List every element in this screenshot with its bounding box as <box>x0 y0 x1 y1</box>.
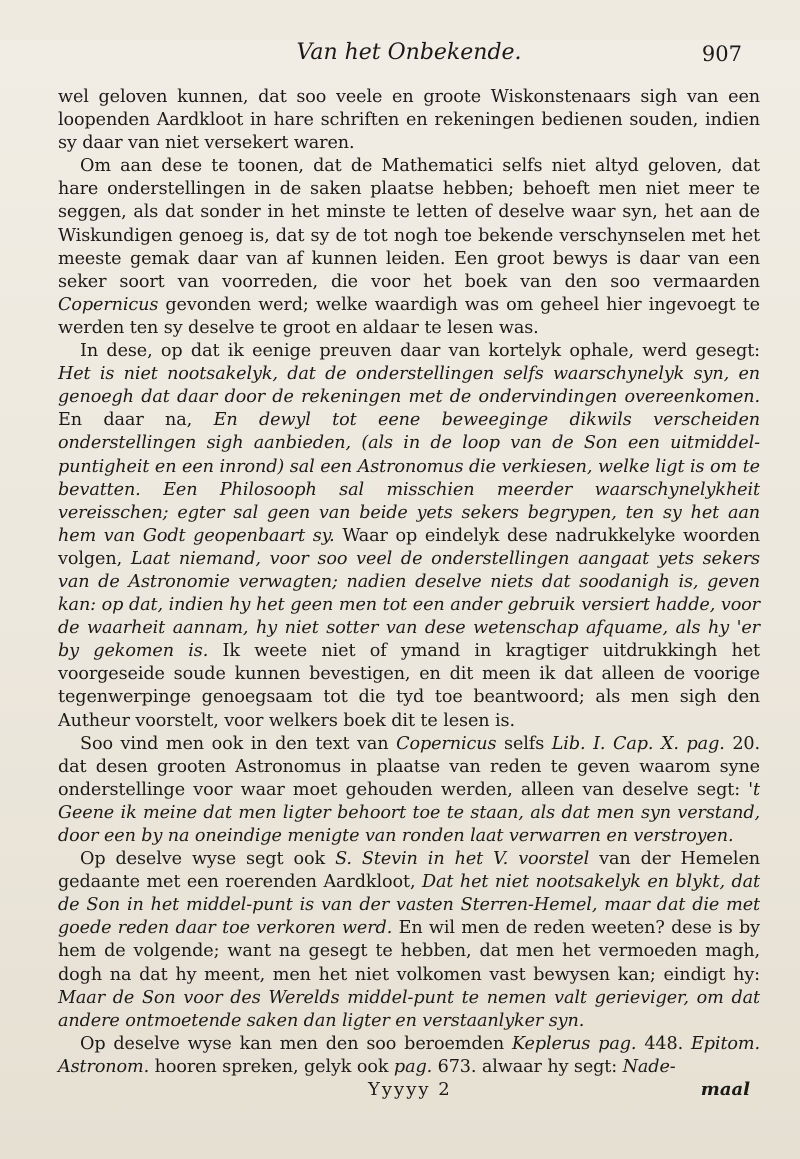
signature-mark: Yyyyy 2 <box>368 1079 452 1101</box>
paragraph <box>58 1033 760 1079</box>
paragraph <box>58 848 760 1033</box>
text-run: Op deselve wyse segt ook <box>80 849 336 870</box>
italic-run: Lib. I. Cap. X. pag. <box>551 733 725 754</box>
text-run: Om aan dese te toonen, dat de Mathematici selfs niet altyd geloven, dat hare onderstellingen in de saken plaatse hebben; behoeft men niet meer te seggen, als dat sonder in het minste te letten of deselve waar syn, het aan de Wiskundigen genoeg is, dat sy de tot nogh toe bekende verschynselen met het meeste gemak daar van af kunnen leiden. Een groot bewys is daar van een seker soort van voorreden, die voor het boek van den soo vermaarden <box>58 156 760 292</box>
paragraph <box>58 733 760 848</box>
text-run: hooren spreken, gelyk ook <box>149 1056 394 1077</box>
text-run: 673. alwaar hy segt: <box>432 1056 623 1077</box>
italic-run: Nade- <box>622 1056 676 1077</box>
text-run: Op deselve wyse kan men den soo beroemden <box>80 1033 512 1054</box>
text-run: 20. dat desen grooten Astronomus in plaatse van reden te geven waarom syne onderstellinge voor waar moet gehouden werden, alleen van deselve segt: <box>58 733 761 800</box>
catchword: maal <box>700 1079 750 1101</box>
text-run: En daar na, <box>58 410 214 431</box>
running-head <box>58 40 760 86</box>
running-title: Van het Onbekende. <box>296 40 522 65</box>
text-run: van der Hemelen gedaante met een roerenden Aardkloot, <box>58 849 760 893</box>
text-run: wel geloven kunnen, dat soo veele en groote Wiskonstenaars sigh van een loopenden Aardkloot in hare schriften en rekeningen bedienen souden, indien sy daar van niet versekert waren. <box>58 87 760 154</box>
italic-run: Epitom. Astronom. <box>58 1033 760 1077</box>
italic-run: Het is niet nootsakelyk, dat de onderstellingen selfs waarschynelyk syn, en genoegh dat daar door de rekeningen met de ondervindingen overeenkomen. <box>58 364 760 408</box>
book-page <box>0 40 800 1159</box>
italic-run: Keplerus pag. <box>511 1033 637 1054</box>
text-run: Soo vind men ook in den text van <box>80 733 397 754</box>
paragraph <box>58 155 760 340</box>
italic-run: pag. <box>393 1056 433 1077</box>
italic-run: Maar de Son voor des Werelds middel-punt te nemen valt gerieviger, om dat andere ontmoetende saken dan ligter en verstaanlyker syn. <box>58 987 760 1031</box>
text-run: Waar op eindelyk dese nadrukkelyke woorden volgen, <box>58 525 760 569</box>
text-run: In dese, op dat ik eenige preuven daar van kortelyk ophale, werd gesegt: <box>80 341 760 362</box>
body-text <box>58 86 760 1079</box>
paragraph <box>58 86 760 155</box>
text-run: gevonden werd; welke waardigh was om geheel hier ingevoegt te werden ten sy deselve te groot en aldaar te lesen was. <box>58 294 760 338</box>
catchline <box>58 1079 760 1105</box>
text-run: Ik weete niet of ymand in kragtiger uitdrukkingh het voorgeseide soude kunnen bevestigen, en dit meen ik dat alleen de voorige tegenwerpinge genoegsaam tot die tyd toe beantwoord; als men sigh den Autheur voorstelt, voor welkers boek dit te lesen is. <box>58 641 760 731</box>
italic-run: Dat het niet nootsakelyk en blykt, dat de Son in het middel-punt is van der vasten Sterren-Hemel, maar dat die met goede reden daar toe verkoren werd. <box>58 872 761 939</box>
italic-run: S. Stevin in het V. voorstel <box>335 849 590 870</box>
italic-run: Copernicus <box>396 733 497 754</box>
italic-run: En dewyl tot eene beweeginge dikwils verscheiden onderstellingen sigh aanbieden, (als in de loop van de Son een uitmiddel-puntigheit en een inrond) sal een Astronomus die verkiesen, welke ligt is om te bevatten. Een Philosooph sal misschien meerder waarschynelykheit vereisschen; egter sal geen van beide yets sekers begrypen, ten sy het aan hem van Godt geopenbaart sy. <box>58 410 760 546</box>
text-run: selfs <box>496 733 552 754</box>
italic-run: 't Geene ik meine dat men ligter behoort toe te staan, als dat men syn verstand, door een by na oneindige menigte van ronden laat verwarren en verstroyen. <box>58 779 760 846</box>
page-number: 907 <box>701 42 742 66</box>
paragraph <box>58 340 760 733</box>
italic-run: Laat niemand, voor soo veel de onderstellingen aangaat yets sekers van de Astronomie verwagten; nadien deselve niets dat soodanigh is, geven kan: op dat, indien hy het geen men tot een ander gebruik versiert hadde, voor de waarheit aannam, hy niet sotter van dese wetenschap afquame, als hy 'er by gekomen is. <box>58 548 760 662</box>
text-run: En wil men de reden weeten? dese is by hem de volgende; want na gesegt te hebben, dat men het vermoeden magh, dogh na dat hy meent, men het niet volkomen vast bewysen kan; eindigt hy: <box>58 918 760 985</box>
text-run: 448. <box>636 1033 692 1054</box>
italic-run: Copernicus <box>58 294 159 315</box>
